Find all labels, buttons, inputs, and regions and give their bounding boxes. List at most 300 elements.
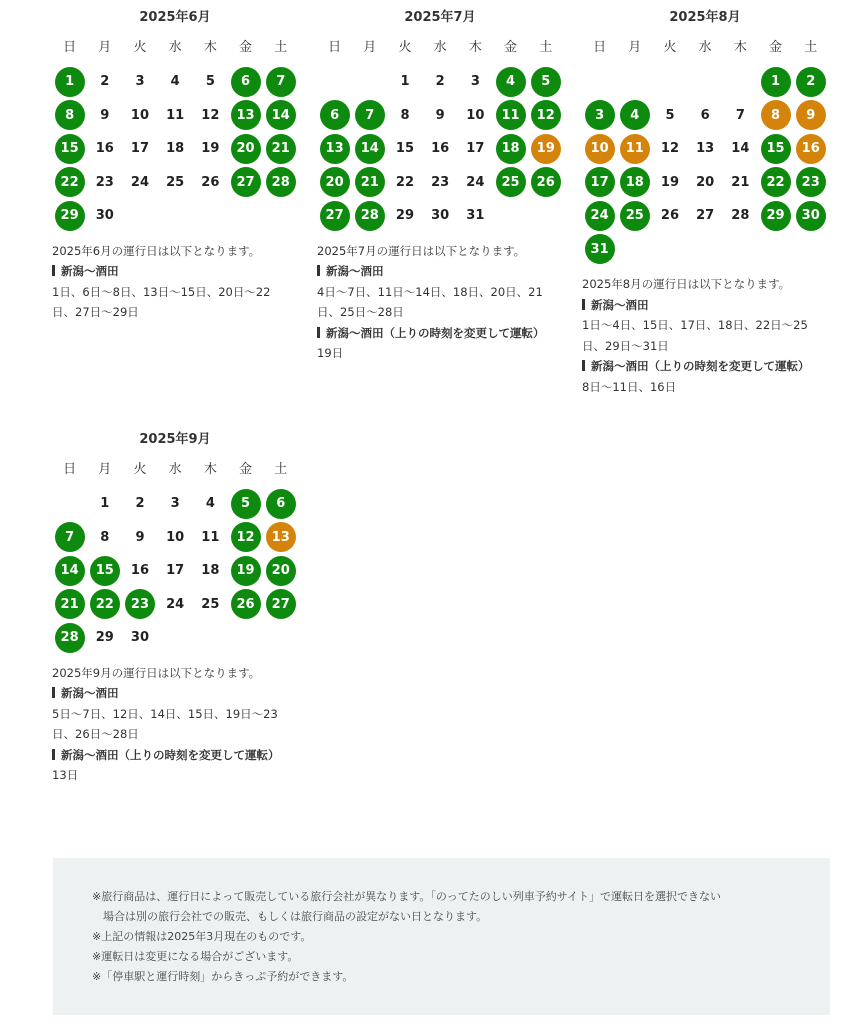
day-cell [423, 65, 458, 99]
day-number: 30 [95, 208, 114, 224]
weekday-header [52, 40, 298, 56]
day-number: 29 [761, 201, 791, 231]
day-cell [423, 132, 458, 166]
weekday-label: 日 [63, 40, 77, 55]
operation-notes [317, 241, 563, 364]
weekday-label: 月 [98, 40, 112, 55]
day-number: 27 [696, 208, 715, 224]
day-number: 10 [130, 107, 150, 123]
day-cell [723, 166, 758, 200]
weekday-label: 土 [804, 40, 818, 55]
weekday-label: 日 [328, 40, 342, 55]
day-number: 14 [731, 141, 750, 157]
day-number: 10 [166, 529, 185, 545]
day-operating [52, 166, 87, 200]
day-number: 14 [55, 556, 85, 586]
day-cell [158, 487, 193, 521]
day-cell [688, 99, 723, 133]
day-number: 2 [100, 74, 110, 90]
day-number: 17 [130, 141, 150, 157]
day-cell [87, 521, 122, 555]
day-number: 16 [796, 134, 826, 164]
calendar-august [582, 8, 828, 397]
day-cell [458, 166, 493, 200]
weekday-label: 月 [363, 40, 377, 55]
notice-item: 場合は別の旅行会社での販売、もしくは旅行商品の設定がない日となります。 [92, 910, 488, 923]
day-number: 21 [55, 589, 85, 619]
day-number: 1 [761, 67, 791, 97]
day-number: 7 [735, 107, 745, 123]
day-grid [317, 65, 563, 233]
day-blank [652, 65, 687, 99]
day-number: 19 [231, 556, 261, 586]
day-operating [617, 99, 652, 133]
day-cell [122, 554, 157, 588]
day-operating [263, 99, 298, 133]
day-operating [582, 199, 617, 233]
day-number: 18 [620, 167, 650, 197]
day-number: 5 [231, 489, 261, 519]
day-number: 24 [130, 174, 150, 190]
day-cell [122, 166, 157, 200]
day-cell [423, 166, 458, 200]
day-number: 13 [266, 522, 296, 552]
day-operating [263, 132, 298, 166]
day-number: 16 [95, 141, 114, 157]
calendar-title: 2025年8月 [669, 10, 741, 25]
day-cell [387, 65, 422, 99]
route-name: 新潟～酒田（上りの時刻を変更して運転） [317, 323, 563, 344]
day-number: 1 [100, 496, 110, 512]
day-operating [582, 166, 617, 200]
day-number: 20 [320, 167, 350, 197]
day-number: 6 [700, 107, 710, 123]
day-number: 10 [585, 134, 615, 164]
day-operating [582, 233, 617, 267]
day-number: 9 [435, 107, 445, 123]
day-number: 17 [166, 563, 185, 579]
day-number: 2 [135, 496, 145, 512]
day-number: 3 [170, 496, 180, 512]
day-number: 15 [55, 134, 85, 164]
notice-box [53, 858, 830, 1015]
day-number: 16 [130, 563, 150, 579]
day-cell [723, 199, 758, 233]
day-operating [228, 99, 263, 133]
day-number: 6 [320, 100, 350, 130]
day-cell [193, 166, 228, 200]
day-cell [158, 521, 193, 555]
day-operating [758, 166, 793, 200]
day-cell [122, 99, 157, 133]
day-operating [228, 588, 263, 622]
route-dates: 1日～4日、15日、17日、18日、22日～25 [582, 318, 808, 332]
day-number: 26 [660, 208, 680, 224]
day-number: 28 [266, 167, 296, 197]
day-number: 27 [320, 201, 350, 231]
day-cell [87, 65, 122, 99]
day-operating [493, 166, 528, 200]
day-cell [652, 132, 687, 166]
weekday-label: 日 [63, 462, 77, 477]
weekday-label: 金 [239, 462, 253, 477]
day-number: 8 [55, 100, 85, 130]
day-number: 25 [620, 201, 650, 231]
notice-item: ※旅行商品は、運行日によって販売している旅行会社が異なります。「のってたのしい列車予約サイト」で運転日を選択できない [92, 890, 721, 903]
day-number: 25 [166, 174, 185, 190]
day-number: 9 [135, 529, 145, 545]
day-number: 13 [231, 100, 261, 130]
day-modified-timetable [793, 132, 828, 166]
weekday-header [317, 40, 563, 56]
day-blank [723, 65, 758, 99]
day-cell [652, 99, 687, 133]
day-modified-timetable [528, 132, 563, 166]
day-cell [458, 99, 493, 133]
day-blank [352, 65, 387, 99]
day-number: 26 [231, 589, 261, 619]
day-cell [193, 588, 228, 622]
day-cell [87, 621, 122, 655]
day-number: 20 [266, 556, 296, 586]
day-number: 16 [431, 141, 450, 157]
day-cell [193, 132, 228, 166]
day-operating [263, 65, 298, 99]
calendar-july [317, 8, 563, 364]
route-dates: 19日 [317, 346, 344, 360]
day-number: 23 [796, 167, 826, 197]
day-number: 22 [395, 174, 415, 190]
day-operating [228, 554, 263, 588]
day-number: 22 [90, 589, 120, 619]
day-operating [528, 166, 563, 200]
day-blank [617, 65, 652, 99]
day-number: 22 [761, 167, 791, 197]
day-cell [122, 65, 157, 99]
route-name: 新潟～酒田 [582, 295, 828, 316]
day-number: 22 [55, 167, 85, 197]
day-operating [493, 65, 528, 99]
day-cell [87, 166, 122, 200]
day-operating [52, 588, 87, 622]
weekday-label: 木 [203, 40, 217, 55]
day-number: 7 [266, 67, 296, 97]
route-dates: 4日～7日、11日～14日、18日、20日、21 [317, 284, 543, 299]
day-operating [263, 554, 298, 588]
day-number: 21 [731, 174, 750, 190]
weekday-header [52, 462, 298, 478]
day-cell [122, 487, 157, 521]
day-number: 6 [231, 67, 261, 97]
day-number: 3 [470, 74, 480, 90]
day-blank [52, 487, 87, 521]
day-blank [317, 65, 352, 99]
day-operating [793, 166, 828, 200]
day-cell [87, 199, 122, 233]
weekday-label: 金 [504, 40, 518, 55]
weekday-label: 月 [98, 462, 112, 477]
day-operating [793, 199, 828, 233]
day-operating [87, 554, 122, 588]
day-blank [688, 65, 723, 99]
day-cell [193, 487, 228, 521]
day-number: 27 [266, 589, 296, 619]
route-dates: 日、27日～29日 [52, 305, 139, 319]
route-dates: 8日～11日、16日 [582, 379, 677, 394]
day-number: 29 [395, 208, 415, 224]
day-operating [52, 199, 87, 233]
day-number: 4 [620, 100, 650, 130]
day-operating [52, 65, 87, 99]
day-cell [652, 166, 687, 200]
day-number: 4 [170, 74, 180, 90]
day-number: 12 [201, 107, 220, 123]
operation-notes [582, 274, 828, 397]
weekday-header [582, 40, 828, 56]
day-number: 30 [130, 630, 150, 646]
notes-intro: 2025年8月の運行日は以下となります。 [582, 277, 791, 291]
day-number: 23 [95, 174, 114, 190]
day-number: 13 [320, 134, 350, 164]
route-dates: 1日、6日～8日、13日～15日、20日～22 [52, 284, 271, 299]
day-number: 5 [205, 74, 215, 90]
day-number: 20 [696, 174, 715, 190]
route-name: 新潟～酒田（上りの時刻を変更して運転） [582, 356, 828, 377]
weekday-label: 土 [274, 40, 288, 55]
day-cell [158, 554, 193, 588]
day-operating [228, 521, 263, 555]
day-modified-timetable [758, 99, 793, 133]
route-dates: 13日 [52, 768, 79, 782]
day-number: 8 [400, 107, 410, 123]
day-operating [758, 199, 793, 233]
day-number: 7 [355, 100, 385, 130]
day-operating [352, 99, 387, 133]
day-number: 1 [55, 67, 85, 97]
notes-intro: 2025年9月の運行日は以下となります。 [52, 665, 261, 680]
calendar-september [52, 430, 298, 786]
day-number: 15 [90, 556, 120, 586]
weekday-label: 水 [698, 40, 712, 55]
operation-notes [52, 663, 298, 786]
day-number: 21 [266, 134, 296, 164]
day-grid [52, 65, 298, 233]
day-cell [158, 588, 193, 622]
day-operating [528, 99, 563, 133]
weekday-label: 土 [539, 40, 553, 55]
weekday-label: 火 [133, 462, 147, 477]
day-number: 11 [620, 134, 650, 164]
day-operating [52, 554, 87, 588]
day-cell [87, 99, 122, 133]
day-number: 25 [496, 167, 526, 197]
route-name: 新潟～酒田 [52, 261, 298, 282]
day-operating [228, 65, 263, 99]
day-cell [387, 199, 422, 233]
route-dates: 日、25日～28日 [317, 305, 404, 319]
day-grid [582, 65, 828, 266]
weekday-label: 火 [133, 40, 147, 55]
day-cell [158, 132, 193, 166]
day-operating [352, 132, 387, 166]
operation-notes [52, 241, 298, 323]
day-number: 11 [496, 100, 526, 130]
weekday-label: 木 [203, 462, 217, 477]
day-number: 19 [531, 134, 561, 164]
day-number: 6 [266, 489, 296, 519]
day-cell [193, 554, 228, 588]
day-number: 19 [201, 141, 220, 157]
weekday-label: 水 [168, 462, 182, 477]
day-number: 10 [466, 107, 485, 123]
day-number: 18 [496, 134, 526, 164]
day-number: 14 [355, 134, 385, 164]
day-number: 8 [761, 100, 791, 130]
day-number: 3 [585, 100, 615, 130]
route-dates: 日、26日～28日 [52, 727, 139, 741]
day-number: 20 [231, 134, 261, 164]
route-name: 新潟～酒田 [52, 683, 298, 704]
day-number: 28 [355, 201, 385, 231]
day-operating [528, 65, 563, 99]
day-blank [582, 65, 617, 99]
day-operating [263, 166, 298, 200]
day-operating [617, 166, 652, 200]
day-cell [458, 65, 493, 99]
day-operating [793, 65, 828, 99]
day-number: 11 [201, 529, 220, 545]
day-number: 27 [231, 167, 261, 197]
day-cell [122, 621, 157, 655]
day-number: 5 [665, 107, 675, 123]
weekday-label: 火 [663, 40, 677, 55]
day-number: 12 [231, 522, 261, 552]
calendar-june [52, 8, 298, 323]
day-number: 31 [585, 234, 615, 264]
day-number: 7 [55, 522, 85, 552]
day-operating [758, 65, 793, 99]
day-operating [317, 132, 352, 166]
day-number: 2 [796, 67, 826, 97]
day-number: 23 [431, 174, 450, 190]
day-number: 4 [496, 67, 526, 97]
day-number: 24 [466, 174, 485, 190]
day-cell [193, 65, 228, 99]
day-cell [122, 132, 157, 166]
weekday-label: 土 [274, 462, 288, 477]
day-cell [458, 199, 493, 233]
day-operating [87, 588, 122, 622]
notice-item: ※上記の情報は2025年3月現在のものです。 [92, 930, 312, 943]
day-cell [688, 166, 723, 200]
weekday-label: 木 [468, 40, 482, 55]
notice-list [92, 887, 721, 987]
day-cell [423, 199, 458, 233]
day-operating [228, 487, 263, 521]
day-modified-timetable [617, 132, 652, 166]
day-grid [52, 487, 298, 655]
day-operating [352, 166, 387, 200]
day-operating [493, 132, 528, 166]
day-number: 26 [201, 174, 220, 190]
day-operating [317, 166, 352, 200]
day-cell [158, 166, 193, 200]
route-name: 新潟～酒田（上りの時刻を変更して運転） [52, 745, 298, 766]
day-operating [617, 199, 652, 233]
day-number: 12 [531, 100, 561, 130]
route-dates: 5日～7日、12日、14日、15日、19日～23 [52, 706, 278, 721]
day-number: 30 [431, 208, 450, 224]
day-cell [723, 99, 758, 133]
day-number: 28 [731, 208, 750, 224]
day-number: 5 [531, 67, 561, 97]
day-number: 23 [125, 589, 155, 619]
day-modified-timetable [793, 99, 828, 133]
day-number: 12 [660, 141, 680, 157]
day-number: 2 [435, 74, 445, 90]
day-number: 26 [531, 167, 561, 197]
day-cell [688, 199, 723, 233]
day-cell [158, 99, 193, 133]
day-number: 17 [466, 141, 485, 157]
day-cell [193, 99, 228, 133]
day-number: 9 [796, 100, 826, 130]
day-operating [263, 487, 298, 521]
day-cell [387, 99, 422, 133]
day-operating [52, 132, 87, 166]
route-name: 新潟～酒田 [317, 261, 563, 282]
day-operating [493, 99, 528, 133]
day-cell [387, 166, 422, 200]
notes-intro: 2025年7月の運行日は以下となります。 [317, 243, 526, 258]
day-cell [723, 132, 758, 166]
weekday-label: 金 [239, 40, 253, 55]
day-operating [228, 132, 263, 166]
day-number: 17 [585, 167, 615, 197]
day-number: 25 [201, 596, 220, 612]
day-number: 24 [166, 596, 185, 612]
day-operating [317, 99, 352, 133]
day-operating [582, 99, 617, 133]
day-number: 18 [201, 563, 220, 579]
day-operating [228, 166, 263, 200]
day-cell [423, 99, 458, 133]
day-number: 21 [355, 167, 385, 197]
notice-item: ※運転日は変更になる場合がございます。 [92, 950, 299, 963]
day-operating [317, 199, 352, 233]
weekday-label: 月 [628, 40, 642, 55]
weekday-label: 水 [168, 40, 182, 55]
day-number: 3 [135, 74, 145, 90]
day-operating [52, 521, 87, 555]
day-modified-timetable [582, 132, 617, 166]
day-number: 15 [395, 141, 415, 157]
notice-item: ※「停車駅と運行時刻」からきっぷ予約ができます。 [92, 970, 354, 983]
day-operating [52, 621, 87, 655]
day-cell [158, 65, 193, 99]
day-cell [652, 199, 687, 233]
day-number: 18 [166, 141, 185, 157]
day-number: 8 [100, 529, 110, 545]
day-number: 31 [466, 208, 485, 224]
day-number: 24 [585, 201, 615, 231]
day-number: 11 [166, 107, 185, 123]
weekday-label: 金 [769, 40, 783, 55]
day-number: 1 [400, 74, 410, 90]
day-number: 29 [55, 201, 85, 231]
day-number: 9 [100, 107, 110, 123]
day-number: 13 [696, 141, 715, 157]
